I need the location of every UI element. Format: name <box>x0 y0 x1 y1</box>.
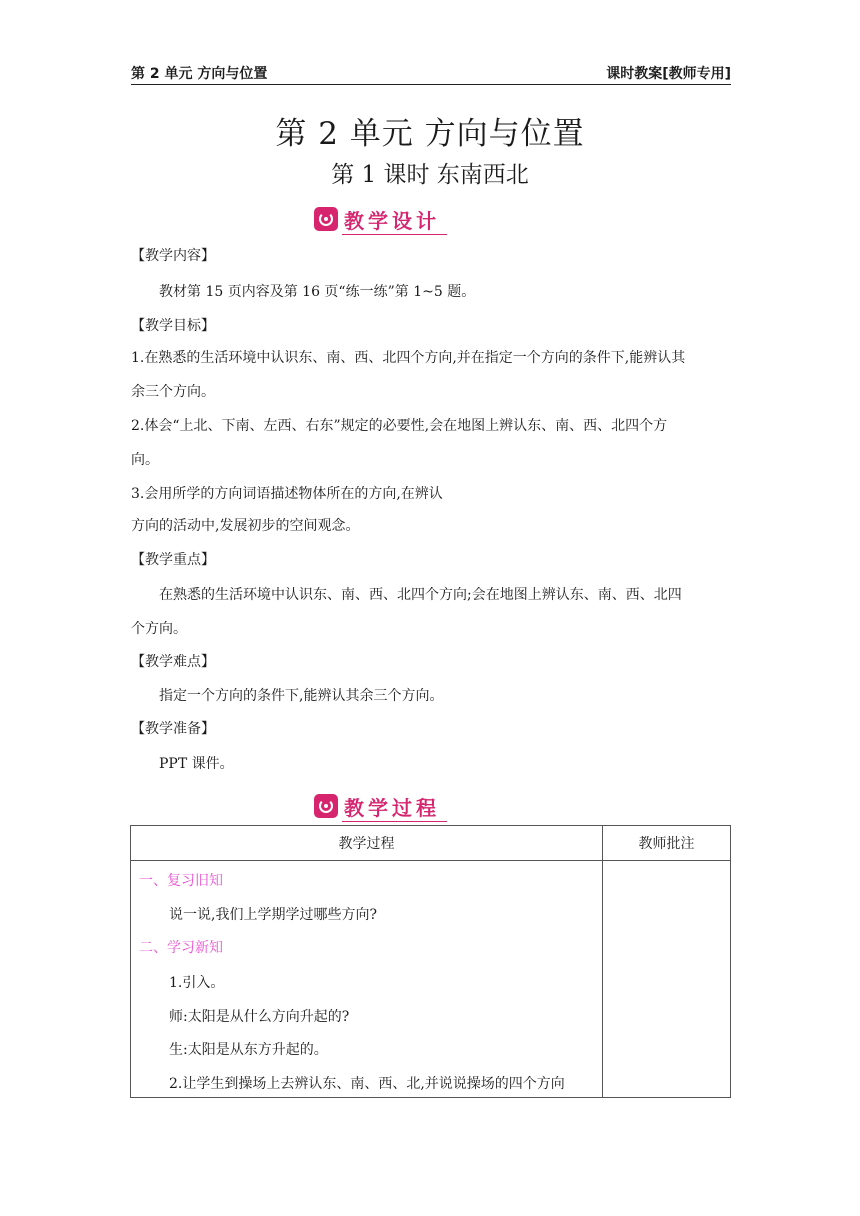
header-doc-type: 课时教案[教师专用] <box>606 66 731 82</box>
key-points-label: 【教学重点】 <box>131 552 215 568</box>
difficulty-label: 【教学难点】 <box>131 654 215 670</box>
banner-teaching-design <box>314 205 447 235</box>
lesson-title: 第 1 课时 东南西北 <box>331 162 529 188</box>
step-intro: 1.引入。 <box>169 975 225 991</box>
dialog-teacher: 师:太阳是从什么方向升起的? <box>169 1009 350 1025</box>
spiral-logo-icon <box>314 794 338 818</box>
goal-2-line-2: 向。 <box>131 452 159 468</box>
goals-label: 【教学目标】 <box>131 318 215 334</box>
column-header-process: 教学过程 <box>131 826 603 861</box>
table-header-row <box>131 826 731 861</box>
content-text: 教材第 15 页内容及第 16 页“练一练”第 1~5 题。 <box>159 284 476 300</box>
goal-3-line-1: 3.会用所学的方向词语描述物体所在的方向,在辨认 <box>131 486 443 502</box>
banner-underline <box>342 234 447 236</box>
banner-underline <box>342 821 447 823</box>
goal-2-line-1: 2.体会“上北、下南、左西、右东”规定的必要性,会在地图上辨认东、南、西、北四个方 <box>131 418 668 434</box>
key-points-line-2: 个方向。 <box>131 621 187 637</box>
dialog-student: 生:太阳是从东方升起的。 <box>169 1042 328 1058</box>
notes-cell <box>603 861 731 1098</box>
unit-title: 第 2 单元 方向与位置 <box>275 116 585 152</box>
step-playground: 2.让学生到操场上去辨认东、南、西、北,并说说操场的四个方向 <box>169 1076 565 1092</box>
goal-1-line-2: 余三个方向。 <box>131 384 215 400</box>
banner-teaching-process <box>314 792 447 822</box>
preparation-text: PPT 课件。 <box>159 756 234 772</box>
column-header-notes: 教师批注 <box>603 826 731 861</box>
goal-3-line-2: 方向的活动中,发展初步的空间观念。 <box>131 518 360 534</box>
process-cell <box>131 861 603 1098</box>
section-heading-new: 二、学习新知 <box>139 940 223 956</box>
key-points-line-1: 在熟悉的生活环境中认识东、南、西、北四个方向;会在地图上辨认东、南、西、北四 <box>159 587 682 603</box>
page-header <box>131 60 731 85</box>
preparation-label: 【教学准备】 <box>131 721 215 737</box>
difficulty-text: 指定一个方向的条件下,能辨认其余三个方向。 <box>159 688 444 704</box>
table-row <box>131 861 731 1098</box>
banner-teaching-process-text: 教学过程 <box>344 796 440 820</box>
spiral-logo-icon <box>314 207 338 231</box>
content-label: 【教学内容】 <box>131 248 215 264</box>
header-unit-title: 第 2 单元 方向与位置 <box>131 66 268 82</box>
teaching-process-table <box>130 825 731 1098</box>
goal-1-line-1: 1.在熟悉的生活环境中认识东、南、西、北四个方向,并在指定一个方向的条件下,能辨认其 <box>131 350 686 366</box>
section-heading-review: 一、复习旧知 <box>139 873 223 889</box>
review-question: 说一说,我们上学期学过哪些方向? <box>169 907 377 923</box>
banner-teaching-design-text: 教学设计 <box>344 209 440 233</box>
